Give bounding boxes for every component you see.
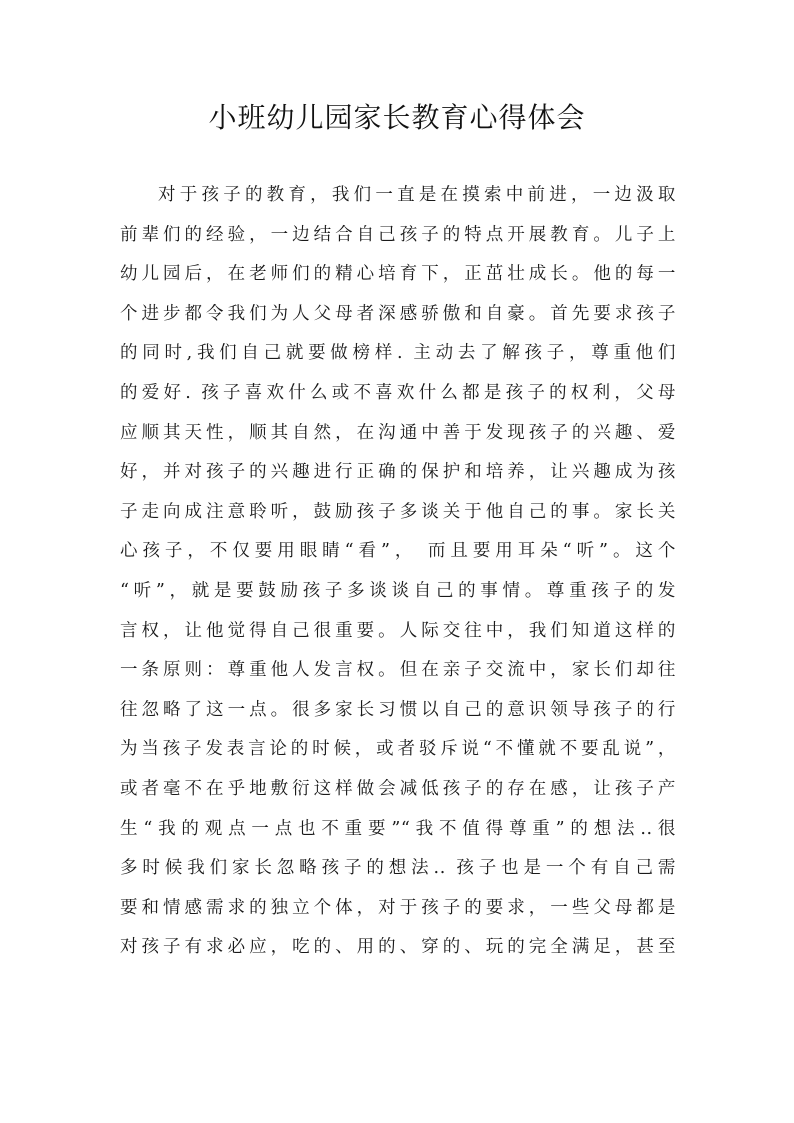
document-title: 小班幼儿园家长教育心得体会 [208,101,586,134]
body-line-4: 个进步都令我们为人父母者深感骄傲和自豪。首先要求孩子 [120,303,676,324]
body-line-9: 子走向成注意聆听，鼓励孩子多谈关于他自己的事。家长关 [120,501,676,522]
body-line-19: 要和情感需求的独立个体，对于孩子的要求，一些父母都是 [120,897,676,918]
body-line-15: 为当孩子发表言论的时候，或者驳斥说“不懂就不要乱说”， [120,739,676,760]
body-line-16: 或者毫不在乎地敷衍这样做会减低孩子的存在感，让孩子产 [120,778,676,799]
body-line-11: “听”，就是要鼓励孩子多谈谈自己的事情。尊重孩子的发 [120,580,676,601]
body-line-5: 的同时,我们自己就要做榜样. 主动去了解孩子，尊重他们 [120,343,676,364]
body-line-10: 心孩子，不仅要用眼睛“看”， 而且要用耳朵“听”。这个 [120,541,676,562]
body-line-12: 言权，让他觉得自己很重要。人际交往中，我们知道这样的 [120,620,676,641]
body-line-3: 幼儿园后，在老师们的精心培育下，正茁壮成长。他的每一 [120,264,676,285]
body-line-8: 好，并对孩子的兴趣进行正确的保护和培养，让兴趣成为孩 [120,462,676,483]
body-line-13: 一条原则：尊重他人发言权。但在亲子交流中，家长们却往 [120,660,676,681]
body-line-1: 对于孩子的教育，我们一直是在摸索中前进，一边汲取 [158,185,676,205]
body-line-7: 应顺其天性，顺其自然，在沟通中善于发现孩子的兴趣、爱 [120,422,676,443]
document-body [120,176,676,968]
body-line-14: 往忽略了这一点。很多家长习惯以自己的意识领导孩子的行 [120,699,676,720]
body-line-20: 对孩子有求必应，吃的、用的、穿的、玩的完全满足，甚至 [120,937,676,958]
body-line-18: 多时候我们家长忽略孩子的想法.. 孩子也是一个有自己需 [120,858,676,879]
body-line-17: 生“我的观点一点也不重要”“我不值得尊重”的想法..很 [120,818,676,839]
body-line-6: 的爱好. 孩子喜欢什么或不喜欢什么都是孩子的权利，父母 [120,382,676,403]
body-line-2: 前辈们的经验，一边结合自己孩子的特点开展教育。儿子上 [120,224,676,245]
